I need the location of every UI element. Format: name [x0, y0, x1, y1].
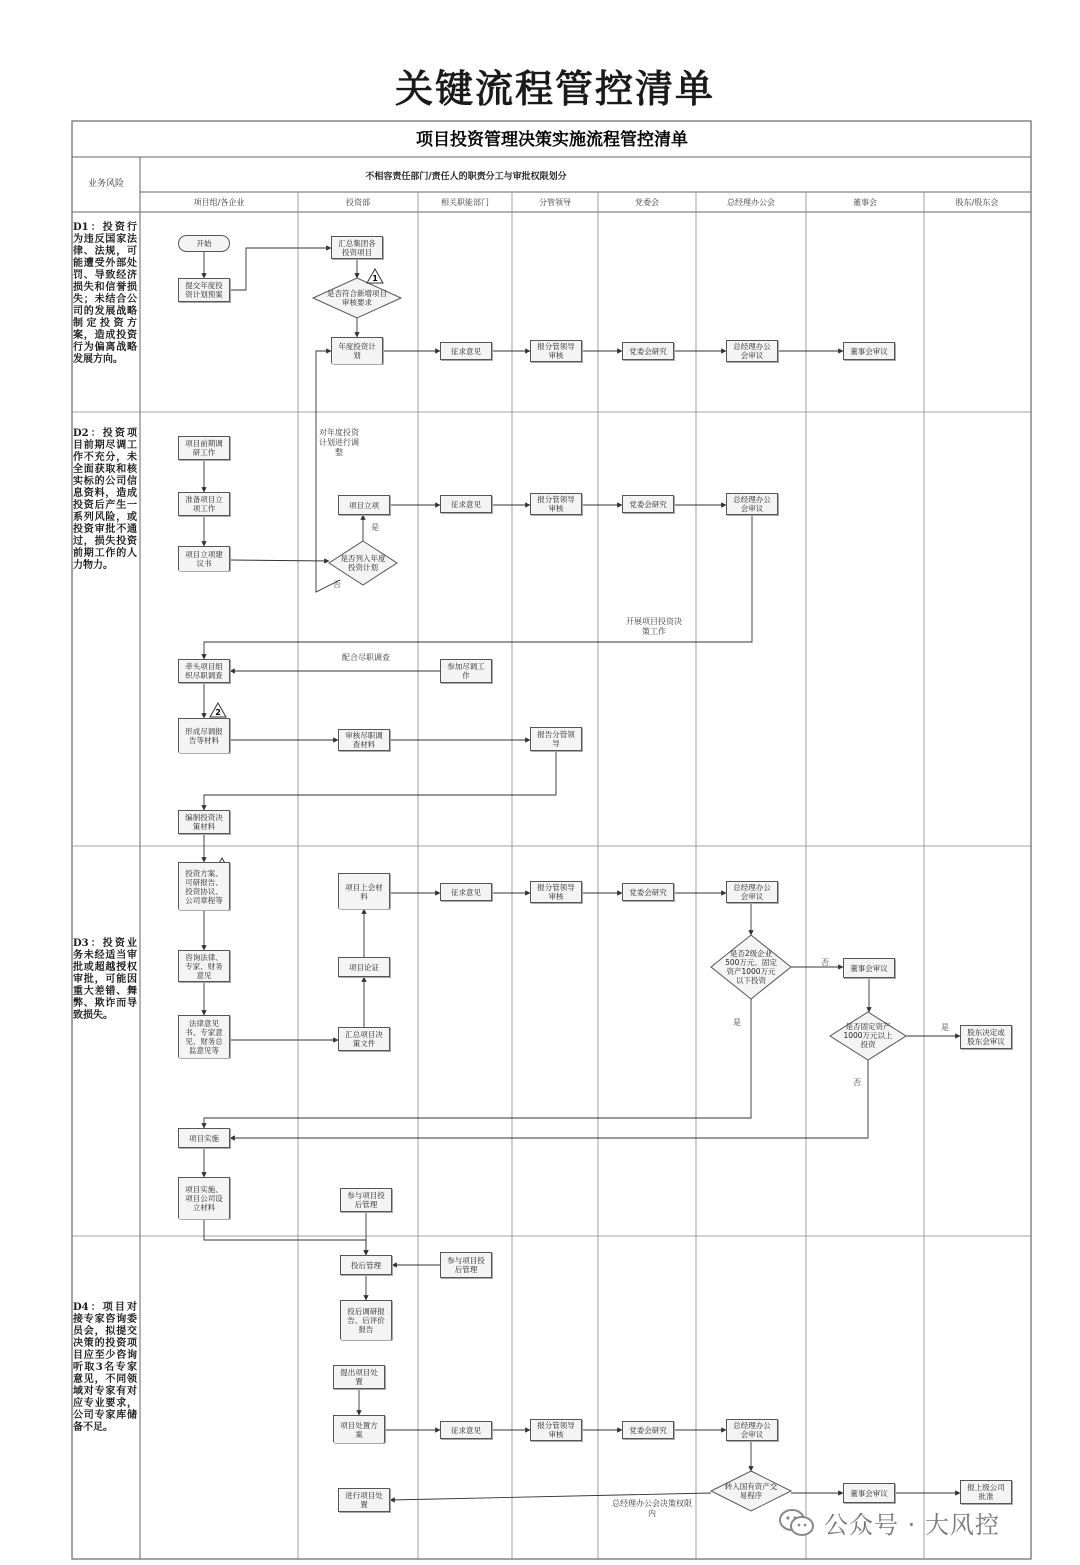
connector-24	[204, 751, 556, 810]
lane-header-1: 项目组/各企业	[193, 198, 245, 207]
lane-header-8: 股东/股东会	[955, 198, 999, 207]
division-header: 不相容责任部门/责任人的职责分工与审批权限划分	[365, 172, 567, 182]
diamond-label-check-plan: 是否符合新增项目审核要求	[326, 289, 387, 307]
node-demonstration: 项目论证	[338, 957, 390, 977]
node-post-mgmt: 投后管理	[340, 1255, 392, 1275]
label-assist-dd: 配合尽职调查	[342, 653, 390, 662]
node-party1: 党委会研究	[622, 342, 674, 360]
lane-header-3: 相关职能部门	[441, 198, 489, 207]
watermark	[778, 1505, 1000, 1540]
label-yes-1: 是	[371, 523, 379, 532]
node-gm1: 总经理办公会审议	[726, 340, 778, 362]
node-shareholder: 股东决定或股东会审议	[960, 1025, 1012, 1049]
label-yes-2: 是	[733, 1018, 741, 1027]
node-lead-dd: 牵头项目组织尽职调查	[178, 659, 230, 683]
node-do-exit: 进行项目处置	[338, 1488, 390, 1512]
lane-headers	[194, 197, 999, 207]
connector-14	[316, 351, 340, 592]
node-start: 开始	[178, 235, 230, 252]
node-dd-report: 形成尽调报告等材料	[178, 718, 230, 753]
node-gm4: 总经理办公会审议	[726, 1419, 778, 1441]
connector-39	[204, 999, 751, 1128]
lane-dividers	[298, 192, 924, 1559]
node-opinions-docs: 法律意见书、专家意见、财务总监意见等	[178, 1015, 230, 1058]
label-adjust-plan: 对年度投资计划进行调整	[319, 428, 359, 457]
lane-header-7: 董事会	[853, 198, 877, 207]
lane-header-6: 总经理办公会	[727, 198, 775, 207]
node-review-dd: 审核尽职调查材料	[338, 729, 390, 751]
node-gm3: 总经理办公会审议	[726, 881, 778, 903]
connector-42	[204, 1219, 366, 1255]
node-join-post2: 参与项目投后管理	[440, 1252, 492, 1278]
label-gm-scope: 总经理办公会决策权限内	[612, 1499, 692, 1518]
label-decision-work: 开展项目投资决策工作	[626, 617, 682, 636]
node-annual-plan: 年度投资计划	[331, 337, 383, 364]
node-collect-projects: 汇总集团各投资项目	[331, 236, 383, 259]
node-prep-setup: 准备项目立项工作	[178, 492, 230, 516]
label-no-1: 否	[333, 580, 341, 589]
lane-header-5: 党委会	[635, 198, 659, 207]
node-review3: 报分管领导审核	[530, 881, 582, 903]
node-board3: 董事会审议	[843, 958, 895, 978]
node-setup-proposal: 项目立项建议书	[178, 546, 230, 571]
connector-2	[230, 248, 331, 290]
lane-header-2: 投资部	[346, 198, 370, 207]
node-opinion3: 征求意见	[440, 883, 492, 901]
node-party4: 党委会研究	[622, 1421, 674, 1439]
node-join-dd: 参加尽调工作	[440, 659, 492, 683]
node-post-report: 投后调研报告、后评价报告	[340, 1300, 392, 1340]
node-propose-exit: 提出项目处置	[333, 1365, 385, 1389]
label-yes-3: 是	[941, 1023, 949, 1032]
node-pre-research: 项目前期调研工作	[178, 436, 230, 460]
diamond-label-threshold1: 是否2级企业500万元、固定资产1000万元以下投资	[725, 948, 777, 985]
watermark-text: 公众号 · 大风控	[824, 1511, 1000, 1539]
node-exit-plan: 项目处置方案	[333, 1415, 385, 1443]
diamond-label-in-plan: 是否列入年度投资计划	[340, 553, 386, 572]
label-no-3: 否	[853, 1078, 861, 1087]
node-board4: 董事会审议	[843, 1483, 895, 1503]
node-gm2: 总经理办公会审议	[726, 493, 778, 515]
wechat-icon	[778, 1508, 816, 1538]
risk-marker-label-2: 2	[215, 708, 221, 717]
risk-marker-label-1: 1	[372, 274, 378, 283]
node-consult: 咨询法律、专家、财务意见	[178, 950, 230, 982]
label-no-2: 否	[821, 958, 829, 967]
node-impl-docs: 项目实施、项目公司设立材料	[178, 1177, 230, 1219]
node-review1: 报分管领导审核	[530, 340, 582, 362]
node-report-leader: 报告分管领导	[530, 727, 582, 751]
node-join-post: 参与项目投后管理	[340, 1188, 392, 1212]
diamond-label-threshold2: 是否固定资产1000万元以上投资	[843, 1022, 893, 1050]
connector-19	[204, 515, 752, 659]
risk-d2: D2：投资项目前期尽调工作不充分，未全面获取和核实标的公司信息资料，造成投资后产生一系列风险，或投资审批不通过，损失投资前期工作的人力物力。	[73, 428, 137, 571]
node-setup: 项目立项	[338, 495, 390, 515]
node-opinion2: 征求意见	[440, 495, 492, 513]
node-submit-plan: 提交年度投资计划预案	[178, 278, 230, 302]
risk-d1: D1：投资行为违反国家法律、法规，可能遭受外部处罚、导致经济损失和信誉损失；未结合公司的发展战略制定投资方案，造成投资行为偏离战略发展方向。	[73, 222, 137, 365]
node-board1: 董事会审议	[843, 342, 895, 360]
risk-d4: D4：项目对接专家咨询委员会，拟提交决策的投资项目应至少咨询听取3名专家意见，不同领域对专家有对应专业要求，公司专家库储备不足。	[73, 1302, 137, 1433]
node-prepare-decision: 编制投资决策材料	[178, 810, 230, 834]
node-party2: 党委会研究	[622, 495, 674, 513]
node-opinion4: 征求意见	[440, 1421, 492, 1439]
node-party3: 党委会研究	[622, 883, 674, 901]
page-title: 关键流程管控清单	[394, 67, 715, 111]
risk-d3: D3：投资业务未经适当审批或超越授权审批，可能因重大差错、舞弊、欺诈而导致损失。	[73, 938, 137, 1021]
node-review4: 报分管领导审核	[530, 1419, 582, 1441]
diamond-label-state-asset: 转入国有资产交易程序	[724, 1482, 778, 1500]
node-summary-docs: 汇总项目决策文件	[338, 1027, 390, 1051]
node-superior: 报上级公司批准	[960, 1480, 1012, 1504]
connector-12	[230, 560, 329, 561]
table-frame	[72, 121, 1031, 1559]
node-plan-docs: 投资方案、可研报告、投资协议、公司章程等	[178, 862, 230, 910]
node-opinion1: 征求意见	[440, 342, 492, 360]
node-implement: 项目实施	[178, 1128, 230, 1148]
subtitle: 项目投资管理决策实施流程管控清单	[416, 130, 688, 150]
node-review2: 报分管领导审核	[530, 493, 582, 515]
risk-header: 业务风险	[87, 179, 125, 189]
connector-40	[230, 1060, 868, 1138]
node-submit-materials: 项目上会材料	[338, 873, 390, 909]
lane-header-4: 分管领导	[539, 198, 571, 207]
